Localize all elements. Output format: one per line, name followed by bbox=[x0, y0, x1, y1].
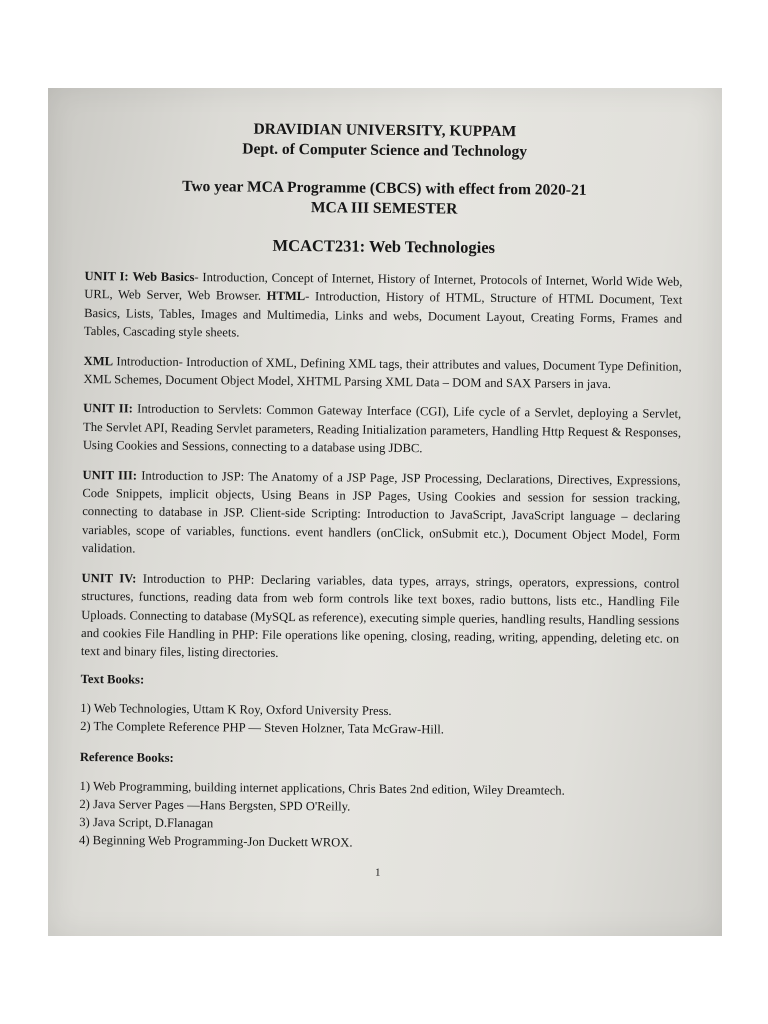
reference-book-item: 3) Java Script, D.Flanagan bbox=[79, 814, 214, 830]
unit-3-text: Introduction to JSP: The Anatomy of a JSP Page, JSP Processing, Declarations, Directives, Expressions, Code Snippets, implicit objects, Using Beans in JSP Pages, Using Cookies and session for session tracking, connecting to database in JSP. Client-side Scripting: Introduction to JavaScript, JavaScript language – declaring variables, scope of variables, functions. event handlers (onClick, onSubmit etc.), Document Object Model, Form validation. bbox=[81, 468, 681, 556]
department-title: Dept. of Computer Science and Technology bbox=[242, 140, 528, 161]
xml-paragraph bbox=[83, 352, 681, 395]
text-book-item: 2) The Complete Reference PHP — Steven Holzner, Tata McGraw-Hill. bbox=[80, 718, 445, 737]
unit-2-label: UNIT II: bbox=[83, 401, 133, 416]
unit-2-text: Introduction to Servlets: Common Gateway Interface (CGI), Life cycle of a Servlet, deploying a Servlet, The Servlet API, Reading Servlet parameters, Reading Initialization parameters, Handling Http Request & Responses, Using Cookies and Sessions, connecting to a database using JDBC. bbox=[82, 401, 682, 456]
text-books-heading: Text Books: bbox=[80, 671, 145, 687]
reference-books-list bbox=[79, 777, 678, 855]
course-title: MCACT231: Web Technologies bbox=[272, 235, 496, 257]
page-number: 1 bbox=[374, 866, 381, 879]
unit-4-label: UNIT IV: bbox=[81, 570, 137, 586]
unit-1-label: UNIT I: bbox=[84, 268, 129, 284]
unit-1-topic-label: Web Basics bbox=[132, 269, 195, 285]
document-photo bbox=[48, 88, 722, 936]
reference-book-item: 4) Beginning Web Programming-Jon Duckett WROX. bbox=[79, 832, 353, 850]
unit-4-text: Introduction to PHP: Declaring variables, data types, arrays, strings, operators, expressions, control structures, functions, reading data from web form controls like text boxes, radio buttons, lists etc., Handling File Uploads. Connecting to database (MySQL as reference), executing simple queries, handling results, Handling sessions and cookies File Handling in PHP: File operations like opening, closing, reading, writing, appending, deleting etc. on text and binary files, listing directories. bbox=[80, 571, 680, 661]
syllabus-page bbox=[79, 118, 684, 892]
unit-4-paragraph bbox=[81, 569, 680, 667]
unit-1-paragraph bbox=[84, 267, 683, 346]
university-title: DRAVIDIAN UNIVERSITY, KUPPAM bbox=[253, 120, 517, 141]
reference-book-item: 2) Java Server Pages —Hans Bergsten, SPD O'Reilly. bbox=[79, 796, 351, 814]
unit-1-topic2-label: HTML bbox=[266, 289, 306, 304]
reference-book-item: 1) Web Programming, building internet applications, Chris Bates 2nd edition, Wiley Dreamtech. bbox=[79, 778, 565, 798]
text-books-list bbox=[80, 699, 678, 741]
unit-3-paragraph bbox=[82, 466, 681, 564]
reference-books-heading: Reference Books: bbox=[79, 749, 174, 765]
unit-1-text2: - Introduction, History of HTML, Structure of HTML Document, Text Basics, Lists, Tables, Images and Multimedia, Links and webs, Document Layout, Creating Forms, Frames and Tables, Cascading style sheets. bbox=[83, 289, 683, 340]
xml-label: XML bbox=[83, 353, 114, 368]
unit-2-paragraph bbox=[83, 399, 682, 460]
unit-3-label: UNIT III: bbox=[82, 467, 138, 483]
unit-1-text: - Introduction, Concept of Internet, History of Internet, Protocols of Internet, World Wide Web, URL, Web Server, Web Browser. bbox=[84, 270, 683, 304]
text-book-item: 1) Web Technologies, Uttam K Roy, Oxford University Press. bbox=[80, 700, 392, 718]
programme-title: Two year MCA Programme (CBCS) with effect from 2020-21 bbox=[182, 177, 587, 199]
xml-text: Introduction- Introduction of XML, Defining XML tags, their attributes and values, Document Type Definition, XML Schemes, Document Object Model, XHTML Parsing XML Data – DOM and SAX Parsers in java. bbox=[83, 353, 682, 392]
semester-title: MCA III SEMESTER bbox=[310, 199, 458, 218]
